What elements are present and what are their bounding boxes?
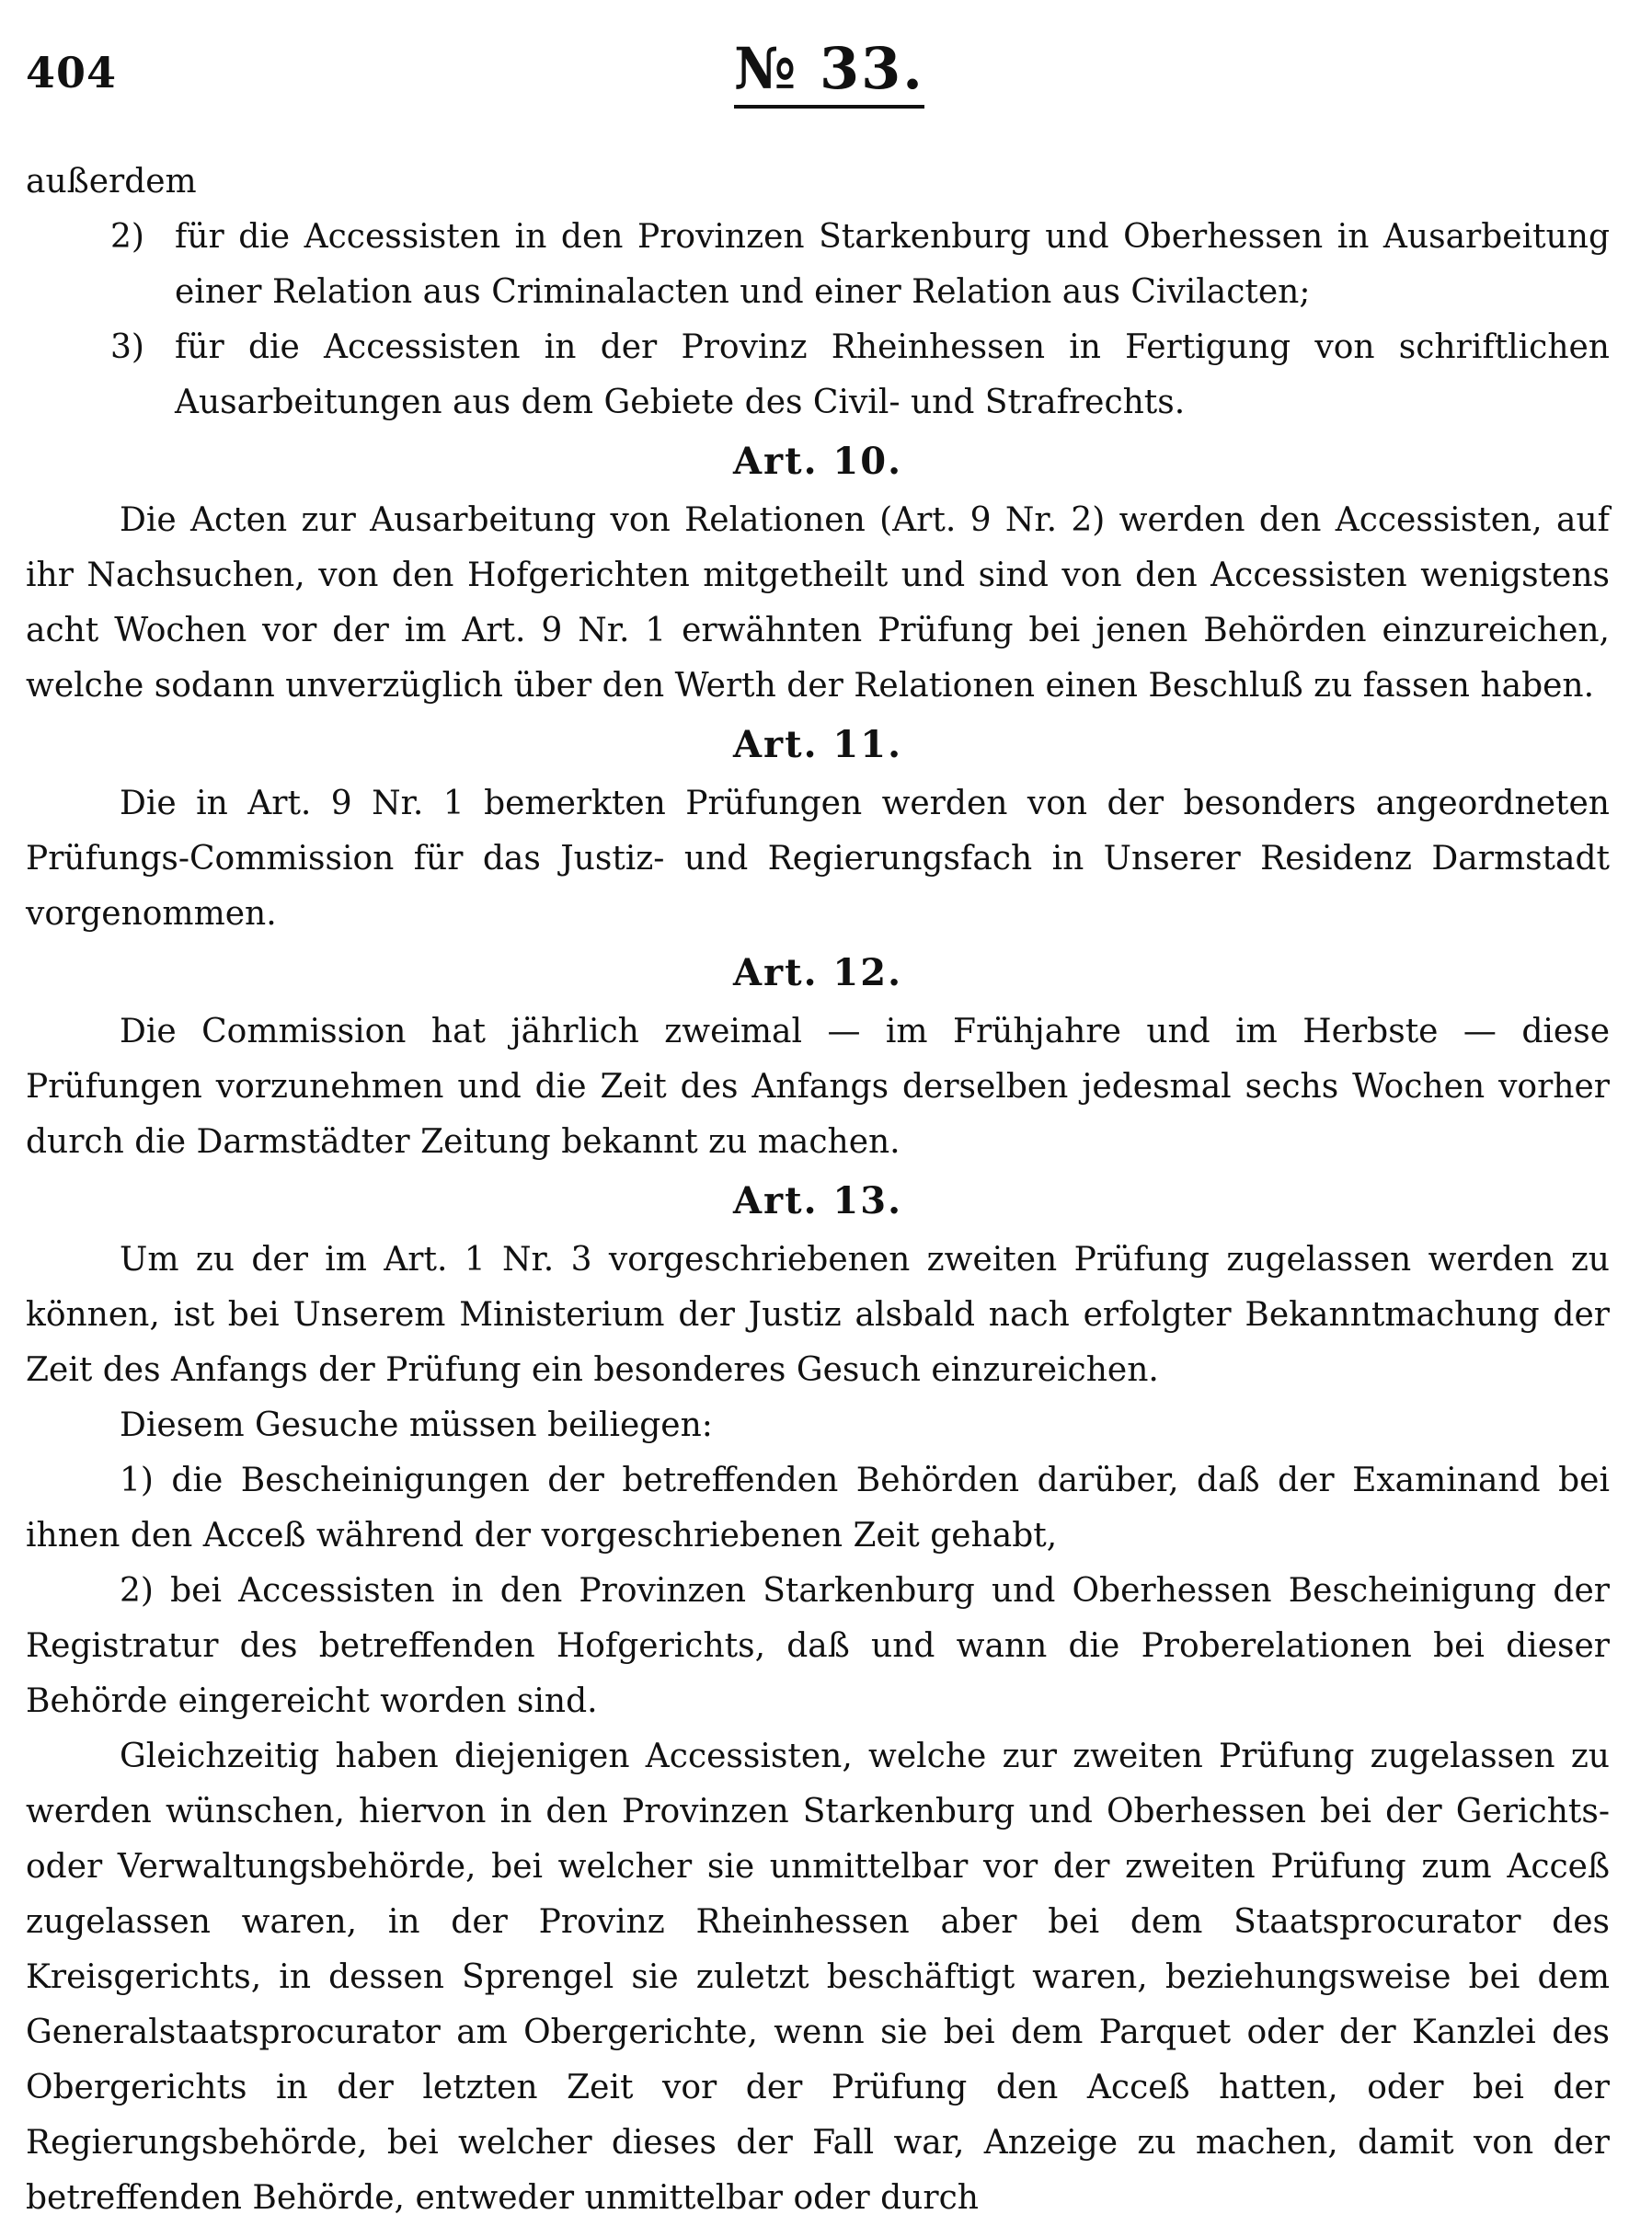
article-11-text: Die in Art. 9 Nr. 1 bemerkten Prüfungen werden von der besonders angeordneten Prüfungs-Commission für das Justiz- und Regierungsfach in Unserer Residenz Darmstadt vorgenommen.: [26, 785, 1610, 933]
article-13-paragraph-2: Diesem Gesuche müssen beiliegen:: [120, 1406, 713, 1444]
article-heading-12: Art. 12.: [732, 951, 903, 994]
article-13-item-1: 1) die Bescheinigungen der betreffenden Behörden darüber, daß der Examinand bei ihnen den Acceß während der vorgeschriebenen Zeit gehabt,: [26, 1462, 1610, 1555]
article-13-paragraph-3: Gleichzeitig haben diejenigen Accessisten, welche zur zweiten Prüfung zugelassen zu werden wünschen, hiervon in den Provinzen Starkenburg und Oberhessen bei der Gerichts- oder Verwaltungsbehörde, bei welcher sie unmittelbar vor der zweiten Prüfung zum Acceß zugelassen waren, in der Provinz Rheinhessen aber bei dem Staatsprocurator des Kreisgerichts, in dessen Sprengel sie zuletzt beschäftigt waren, beziehungsweise bei dem Generalstaatsprocurator am Obergerichte, wenn sie bei dem Parquet oder der Kanzlei des Obergerichts in der letzten Zeit vor der Prüfung den Acceß hatten, oder bei der Regierungsbehörde, bei welcher dieses der Fall war, Anzeige zu machen, damit von der betreffenden Behörde, entweder unmittelbar oder durch: [26, 1738, 1610, 2217]
issue-number: № 33.: [734, 37, 924, 109]
article-13-paragraph-1: Um zu der im Art. 1 Nr. 3 vorgeschriebenen zweiten Prüfung zugelassen werden zu können, ist bei Unserem Ministerium der Justiz alsbald nach erfolgter Bekanntmachung der Zeit des Anfangs der Prüfung ein besonderes Gesuch einzureichen.: [26, 1241, 1610, 1389]
article-heading-11: Art. 11.: [732, 723, 903, 766]
intro-word: außerdem: [26, 163, 197, 201]
page-header: [26, 37, 1626, 120]
article-heading-10: Art. 10.: [732, 440, 903, 483]
article-13-item-2: 2) bei Accessisten in den Provinzen Starkenburg und Oberhessen Bescheinigung der Registratur des betreffenden Hofgerichts, daß und wann die Proberelationen bei dieser Behörde eingereicht worden sind.: [26, 1572, 1610, 1720]
article-10-text: Die Acten zur Ausarbeitung von Relationen (Art. 9 Nr. 2) werden den Accessisten, auf ihr Nachsuchen, von den Hofgerichten mitgetheilt und sind von den Accessisten wenigstens acht Wochen vor der im Art. 9 Nr. 1 erwähnten Prüfung bei jenen Behörden einzureichen, welche sodann unverzüglich über den Werth der Relationen einen Beschluß zu fassen haben.: [26, 501, 1610, 705]
page-number: 404: [26, 48, 118, 98]
list-item: [26, 320, 1610, 430]
list-item-text: für die Accessisten in der Provinz Rheinhessen in Fertigung von schriftlichen Ausarbeitungen aus dem Gebiete des Civil- und Strafrechts.: [175, 328, 1610, 421]
list-item: [26, 210, 1610, 320]
list-item-number: 2): [110, 218, 144, 256]
document-body: [26, 155, 1610, 2226]
article-12-text: Die Commission hat jährlich zweimal — im Frühjahre und im Herbste — diese Prüfungen vorzunehmen und die Zeit des Anfangs derselben jedesmal sechs Wochen vorher durch die Darmstädter Zeitung bekannt zu machen.: [26, 1013, 1610, 1161]
article-heading-13: Art. 13.: [732, 1179, 903, 1222]
list-item-number: 3): [110, 328, 144, 366]
list-item-text: für die Accessisten in den Provinzen Starkenburg und Oberhessen in Ausarbeitung einer Relation aus Criminalacten und einer Relation aus Civilacten;: [175, 218, 1610, 311]
